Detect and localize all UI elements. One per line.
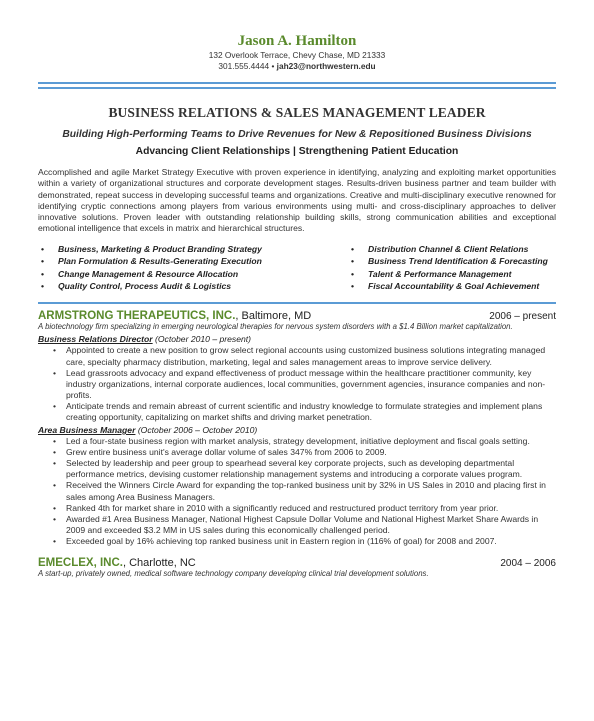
job-emeclex <box>38 557 556 579</box>
job-dates: 2004 – 2006 <box>500 558 556 569</box>
phone: 301.555.4444 • <box>218 61 277 71</box>
skill-item: • Talent & Performance Management <box>368 268 548 280</box>
company-line <box>38 557 196 569</box>
tagline: Advancing Client Relationships | Strengthening Patient Education <box>135 146 459 157</box>
email: jah23@northwestern.edu <box>276 61 376 71</box>
skills-right-column <box>348 243 548 293</box>
contact-line <box>38 61 556 72</box>
skills-left-column <box>38 243 348 293</box>
skill-item: • Business, Marketing & Product Branding Strategy <box>58 243 348 255</box>
bullet-item: • Ranked 4th for market share in 2010 with a significantly reduced and restructured product territory from year prior. <box>66 503 556 514</box>
role-dates: (October 2010 – present) <box>152 334 252 345</box>
role-title: Business Relations Director <box>38 334 153 345</box>
role-bullets <box>38 436 556 547</box>
section-divider <box>38 302 556 304</box>
role-heading <box>38 425 556 436</box>
company-location: , Baltimore, MD <box>235 310 312 323</box>
job-header <box>38 310 556 322</box>
candidate-name: Jason A. Hamilton <box>237 33 357 49</box>
company-name: EMECLEX, INC. <box>38 557 123 569</box>
resume-header <box>38 0 556 72</box>
role-dates: (October 2006 – October 2010) <box>135 425 258 436</box>
bullet-item: • Awarded #1 Area Business Manager, National Highest Capsule Dollar Volume and National Highest Market Share Awards in 2009 and exceeded $3.2 MM in US sales during this economically challenged period. <box>66 514 556 536</box>
company-name: ARMSTRONG THERAPEUTICS, INC. <box>38 310 236 323</box>
company-line <box>38 310 311 322</box>
headline: BUSINESS RELATIONS & SALES MANAGEMENT LEADER <box>108 105 486 120</box>
skill-item: • Plan Formulation & Results-Generating Execution <box>58 255 348 267</box>
role-bullets <box>38 345 556 423</box>
summary-paragraph: Accomplished and agile Market Strategy Executive with proven experience in identifying, analyzing and exploiting market opportunities within a variety of organizational structures and corporate development stages. Results-driven business partner and team builder with demonstrated, repeat success in developing successful teams and organizations. Creative and multi-disciplinary executive renowned for identifying cryptic connections among players from various environments using multi- and cross-disciplinary approaches to deliver innovative solutions. Proven leader with outstanding relationship building skills, strong communication abilities and exceptional emotional intelligence that excels in matrix and hierarchical structures. <box>38 167 556 234</box>
bullet-item: • Led a four-state business region with market analysis, strategy development, initiative deployment and fiscal goals setting. <box>66 436 556 447</box>
company-description: A biotechnology firm specializing in emerging neurological therapies for nervous system disorders with a $1.4 Billion market capitalization. <box>38 322 513 332</box>
company-location: , Charlotte, NC <box>122 557 196 569</box>
bullet-item: • Lead grassroots advocacy and expand effectiveness of product message within the healthcare practitioner community, key industry organizations, internal corporate audiences, local communities, government agencies, insurance companies and non-profits. <box>66 368 556 401</box>
bullet-item: • Selected by leadership and peer group to spearhead several key corporate projects, such as developing departmental performance metrics, devising customer relationship management systems and introducing a corporate values program. <box>66 458 556 480</box>
skill-item: • Change Management & Resource Allocation <box>58 268 348 280</box>
address: 132 Overlook Terrace, Chevy Chase, MD 21333 <box>208 50 386 60</box>
job-armstrong <box>38 310 556 547</box>
skill-item: • Distribution Channel & Client Relations <box>368 243 548 255</box>
job-header <box>38 557 556 569</box>
company-description: A start-up, privately owned, medical software technology company developing clinical trial development solutions. <box>38 569 429 578</box>
core-skills <box>38 243 556 293</box>
bullet-item: • Exceeded goal by 16% achieving top ranked business unit in Eastern region in (116% of goal) for 2008 and 2007. <box>66 536 556 547</box>
bullet-item: • Appointed to create a new position to grow select regional accounts using customized business solutions integrating managed care, specialty pharmacy distribution, marketing, legal and sales management areas to improve service delivery. <box>66 345 556 367</box>
skill-item: • Quality Control, Process Audit & Logistics <box>58 280 348 292</box>
bullet-item: • Received the Winners Circle Award for expanding the top-ranked business unit by 32% in US Sales in 2010 and placing first in sales among Area Business Managers. <box>66 480 556 502</box>
role-heading <box>38 334 556 345</box>
skill-item: • Fiscal Accountability & Goal Achievement <box>368 280 548 292</box>
subheadline: Building High-Performing Teams to Drive Revenues for New & Repositioned Business Divisions <box>62 129 532 140</box>
skill-item: • Business Trend Identification & Forecasting <box>368 255 548 267</box>
bullet-item: • Grew entire business unit's average dollar volume of sales 347% from 2006 to 2009. <box>66 447 556 458</box>
bullet-item: • Anticipate trends and remain abreast of current scientific and industry knowledge to formulate strategies and implement plans creating opportunity, capitalizing on market shifts and driving market penetration. <box>66 401 556 423</box>
job-dates: 2006 – present <box>489 311 556 323</box>
role-title: Area Business Manager <box>38 425 136 436</box>
header-divider <box>38 82 556 89</box>
